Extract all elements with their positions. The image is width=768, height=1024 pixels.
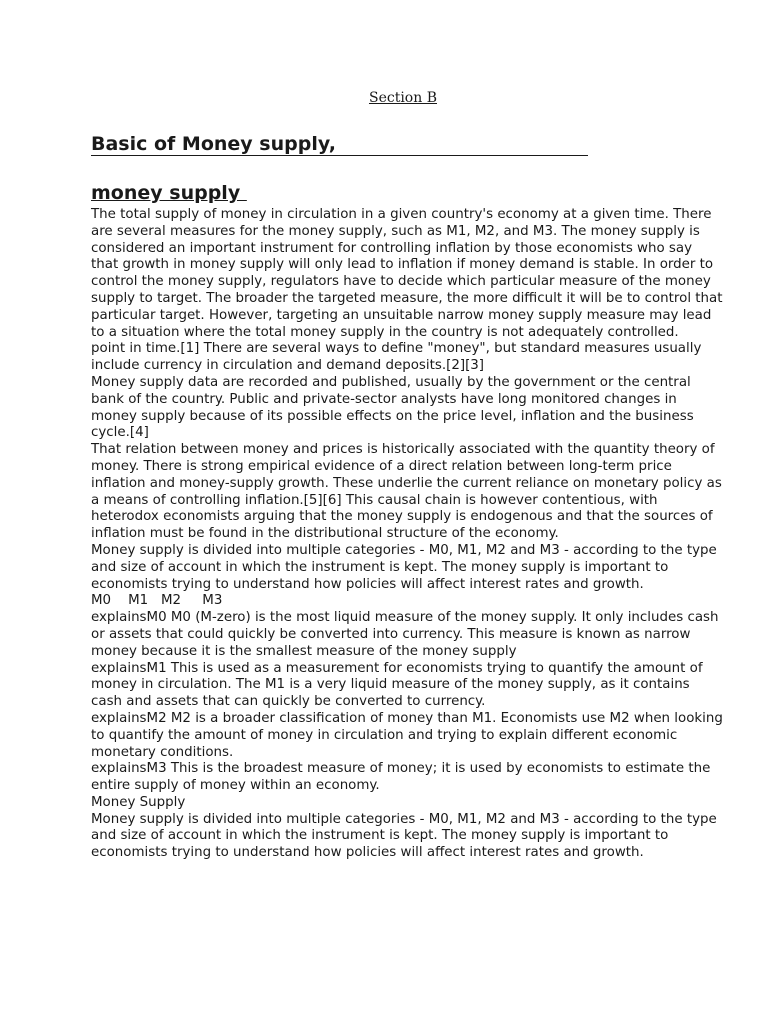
- paragraph-explains-m0: explainsM0 M0 (M-zero) is the most liquid measure of the money supply. It only includes cash or assets that could quickly be converted into currency. This measure is known as narrow money because it is the smallest measure of the money supply: [91, 610, 719, 659]
- paragraph-point-in-time: point in time.[1] There are several ways to define "money", but standard measures usually include currency in circulation and demand deposits.[2][3]: [91, 341, 702, 374]
- sub-heading: money supply: [91, 182, 247, 204]
- paragraph-explains-m1: explainsM1 This is used as a measurement for economists trying to quantify the amount of money in circulation. The M1 is a very liquid measure of the money supply, as it contains cash and assets that can quickly be converted to currency.: [91, 660, 703, 710]
- paragraph-data-published: Money supply data are recorded and published, usually by the government or the central bank of the country. Public and private-sector analysts have long monitored changes in money supply because of its possible effects on the price level, inflation and the business cycle.[4]: [91, 374, 694, 441]
- paragraph-categories: Money supply is divided into multiple categories - M0, M1, M2 and M3 - according to the type and size of account in which the instrument is kept. The money supply is important to economists trying to understand how policies will affect interest rates and growth.: [91, 542, 717, 592]
- paragraph-quantity-theory: That relation between money and prices is historically associated with the quantity theory of money. There is strong empirical evidence of a direct relation between long-term price inflation and money-supply growth. These underlie the current reliance on monetary policy as a means of controlling inflation.[5][6] This causal chain is however contentious, with heterodox economists arguing that the money supply is endogenous and that the sources of inflation must be found in the distributional structure of the economy.: [91, 442, 722, 542]
- paragraph-measure-list: M0 M1 M2 M3: [91, 593, 223, 609]
- main-heading: Basic of Money supply,: [91, 133, 588, 156]
- paragraph-explains-m2: explainsM2 M2 is a broader classification of money than M1. Economists use M2 when looking to quantify the amount of money in circulation and trying to explain different economic monetary conditions.: [91, 710, 723, 760]
- body-text: [91, 207, 723, 862]
- section-label: Section B: [368, 90, 437, 106]
- paragraph-money-supply-label: Money Supply: [91, 794, 186, 810]
- paragraph-explains-m3: explainsM3 This is the broadest measure of money; it is used by economists to estimate the entire supply of money within an economy.: [91, 761, 711, 794]
- paragraph-categories-repeat: Money supply is divided into multiple categories - M0, M1, M2 and M3 - according to the type and size of account in which the instrument is kept. The money supply is important to economists trying to understand how policies will affect interest rates and growth.: [91, 811, 717, 861]
- paragraph-definition: The total supply of money in circulation in a given country's economy at a given time. There are several measures for the money supply, such as M1, M2, and M3. The money supply is considered an important instrument for controlling inflation by those economists who say that growth in money supply will only lead to inflation if money demand is stable. In order to control the money supply, regulators have to decide which particular measure of the money supply to target. The broader the targeted measure, the more difficult it will be to control that particular target. However, targeting an unsuitable narrow money supply measure may lead to a situation where the total money supply in the country is not adequately controlled.: [91, 207, 723, 340]
